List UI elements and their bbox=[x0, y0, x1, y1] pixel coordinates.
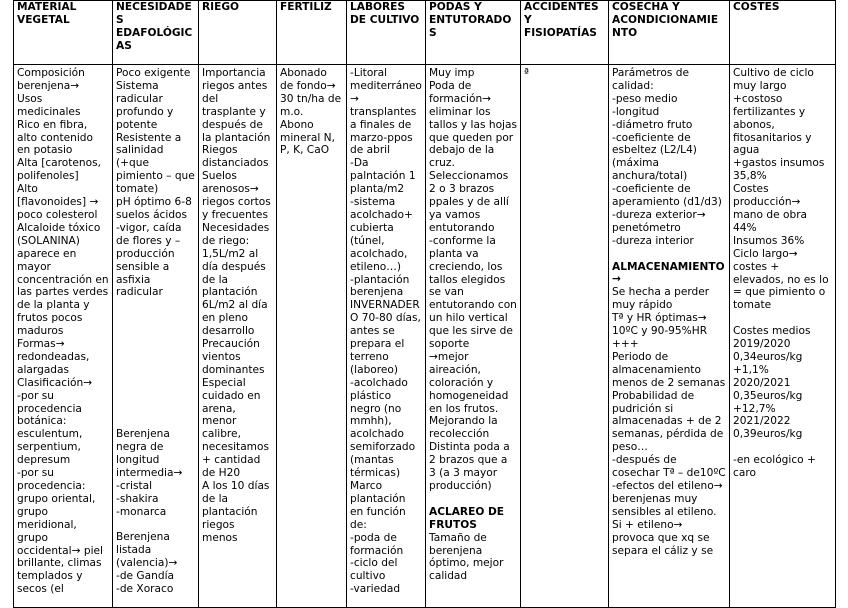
cell-line: -por su procedencia: grupo oriental, grupo meridional, grupo occidental→ piel brillante, climas templados y secos (el bbox=[17, 467, 103, 596]
cell-line: -de Gandía bbox=[116, 570, 175, 583]
column-cell bbox=[347, 65, 426, 608]
cell-line: -coeficiente de aperamiento (d1/d3) bbox=[612, 183, 722, 209]
cell-line: Tª y HR óptimas→ 10ºC y 90-95%HR +++ bbox=[612, 312, 708, 351]
cell-line: -acolchado plástico negro (no mmhh), acolchado semiforzado (mantas térmicas) bbox=[350, 376, 416, 480]
cell-line: -Da palntación 1 planta/m2 bbox=[350, 157, 416, 196]
cell-line: Alta [carotenos, polifenoles] bbox=[17, 157, 102, 183]
cell-line: -dureza interior bbox=[612, 234, 694, 247]
cell-line: -peso medio bbox=[612, 92, 678, 105]
cell-line: Rico en fibra, alto contenido en potasio bbox=[17, 118, 93, 157]
column-header: PODAS Y ENTUTORADOS bbox=[426, 1, 521, 65]
cell-line: Periodo de almacenamiento menos de 2 semanas bbox=[612, 350, 726, 389]
cell-line: -Litoral mediterráneo→ transplantes a finales de marzo-ppos de abril bbox=[350, 67, 422, 157]
column-cell bbox=[426, 65, 521, 608]
cell-line: -cristal bbox=[116, 479, 153, 492]
cell-line: Marco plantación en función de: bbox=[350, 480, 406, 531]
cell-line: Ciclo largo→ costes + elevados, no es lo = que pimiento o tomate bbox=[733, 247, 829, 312]
cell-line: -variedad bbox=[350, 583, 401, 596]
cell-line: Probabilidad de pudrición si almacenadas + de 2 semanas, pérdida de peso… bbox=[612, 389, 724, 454]
cell-line: -vigor, caída de flores y – producción sensible a asfixia radicular bbox=[116, 221, 182, 299]
cell-line: Berenjena negra de longitud intermedia→ bbox=[116, 428, 183, 479]
cell-line bbox=[116, 351, 195, 364]
cell-line bbox=[116, 338, 195, 351]
cell-line: 2020/2021 bbox=[733, 376, 791, 389]
cell-line: ACLAREO DE FRUTOS bbox=[429, 505, 505, 531]
cell-line: Riegos distanciados bbox=[202, 144, 269, 170]
cell-line: -por su procedencia botánica: esculentum, serpentium, depresum bbox=[17, 389, 83, 467]
cell-line: 2019/2020 bbox=[733, 338, 791, 351]
cell-line: Se hecha a perder muy rápido bbox=[612, 286, 710, 312]
column-cell bbox=[199, 65, 277, 608]
cell-line bbox=[116, 390, 195, 403]
cell-line: 0,35euros/kg bbox=[733, 389, 803, 402]
cell-line: Cultivo de ciclo muy largo +costoso fertilizantes y abonos, fitosanitarios y agua bbox=[733, 67, 814, 157]
column-cell bbox=[113, 65, 199, 608]
header-row bbox=[14, 1, 836, 65]
cell-line: -en ecológico + caro bbox=[733, 454, 816, 480]
cell-line: -ciclo del cultivo bbox=[350, 557, 398, 583]
crop-table bbox=[13, 0, 836, 608]
cell-line: Tamaño de berenjena óptimo, mejor calidad bbox=[429, 531, 504, 583]
cell-line bbox=[116, 415, 195, 428]
cell-line: -conforme la planta va creciendo, los tallos elegidos se van entutorando con un hilo vertical que les sirve de soporte bbox=[429, 234, 517, 351]
column-header: COSECHA Y ACONDICIONAMIENTO bbox=[609, 1, 730, 65]
cell-line: Abonado de fondo→ 30 tn/ha de m.o. bbox=[280, 67, 342, 118]
cell-line: Poco exigente bbox=[116, 67, 191, 79]
content-row bbox=[14, 65, 836, 608]
cell-line: Distinta poda a 2 brazos que a 3 (a 3 mayor producción) bbox=[429, 441, 510, 492]
cell-line: Costes medios bbox=[733, 325, 811, 338]
cell-line: Clasificación→ bbox=[17, 376, 93, 389]
cell-line bbox=[429, 493, 517, 506]
cell-line bbox=[116, 402, 195, 415]
cell-line: Especial cuidado en arena, menor calibre, necesitamos + cantidad de H20 bbox=[202, 376, 270, 480]
column-cell bbox=[521, 65, 609, 608]
cell-line: Abono mineral N, P, K, CaO bbox=[280, 118, 335, 157]
cell-line: 0,34euros/kg bbox=[733, 350, 803, 363]
cell-line: 6L/m2 al día en pleno desarrollo bbox=[202, 299, 268, 338]
column-header: MATERIAL VEGETAL bbox=[14, 1, 113, 65]
cell-line: -coeficiente de esbeltez (L2/L4) (máxima anchura/total) bbox=[612, 131, 697, 183]
cell-line: -poda de formación bbox=[350, 531, 404, 557]
cell-line bbox=[116, 519, 195, 532]
cell-line: Formas→ redondeadas, alargadas bbox=[17, 338, 90, 376]
cell-line: →mejor aireación, coloración y homogeneidad en los frutos. bbox=[429, 350, 509, 415]
column-cell bbox=[609, 65, 730, 608]
cell-line bbox=[116, 377, 195, 390]
cell-line: ALMACENAMIENTO→ bbox=[612, 260, 725, 286]
cell-line bbox=[116, 364, 195, 377]
cell-line: suelos ácidos bbox=[116, 208, 188, 221]
cell-line: A los 10 días de la plantación riegos menos bbox=[202, 480, 270, 544]
cell-line: Berenjena listada (valencia)→ bbox=[116, 531, 178, 570]
cell-line: Usos medicinales bbox=[17, 92, 81, 118]
cell-line: -shakira bbox=[116, 492, 159, 505]
cell-line: Parámetros de calidad: bbox=[612, 67, 689, 92]
cell-line: -dureza exterior→ penetómetro bbox=[612, 208, 706, 234]
cell-line: Composición berenjena→ bbox=[17, 67, 85, 92]
cell-line: Suelos arenosos→ riegos cortos y frecuentes bbox=[202, 170, 271, 221]
column-header: RIEGO bbox=[199, 1, 277, 65]
cell-line: -longitud bbox=[612, 105, 660, 118]
cell-line: Insumos 36% bbox=[733, 234, 805, 247]
cell-line: Alcaloide tóxico (SOLANINA) aparece en mayor concentración en las partes verdes de la planta y frutos pocos maduros bbox=[17, 221, 109, 338]
cell-line bbox=[733, 441, 832, 454]
cell-line bbox=[116, 325, 195, 338]
column-header: COSTES bbox=[730, 1, 836, 65]
cell-line: Importancia riegos antes del trasplante y después de la plantación bbox=[202, 67, 271, 144]
column-header: NECESIDADES EDAFOLÓGICAS bbox=[113, 1, 199, 65]
column-cell bbox=[277, 65, 347, 608]
cell-line: -plantación berenjena INVERNADERO 70-80 días, antes se prepara el terreno (laboreo) bbox=[350, 273, 421, 376]
column-header: FERTILIZ bbox=[277, 1, 347, 65]
cell-line: Poda de formación→ eliminar los tallos y las hojas que queden por debajo de la cruz. bbox=[429, 79, 518, 170]
column-header: ACCIDENTES Y FISIOPATÍAS bbox=[521, 1, 609, 65]
cell-line: pH óptimo 6-8 bbox=[116, 196, 192, 209]
column-cell bbox=[14, 65, 113, 608]
cell-line: Alto [flavonoides] → poco colesterol bbox=[17, 183, 99, 221]
cell-line bbox=[612, 248, 726, 261]
cell-line: Necesidades de riego: 1,5L/m2 al día después de la plantación bbox=[202, 221, 270, 299]
cell-line: +gastos insumos 35,8% bbox=[733, 157, 825, 183]
column-header: LABORES DE CULTIVO bbox=[347, 1, 426, 65]
cell-line: 0,39euros/kg bbox=[733, 428, 803, 441]
cell-line: Precaución vientos dominantes bbox=[202, 338, 265, 376]
cell-line: Muy imp bbox=[429, 67, 475, 79]
cell-line: -sistema acolchado+ cubierta (túnel, acolchado, etileno…) bbox=[350, 196, 413, 273]
cell-line: ª bbox=[524, 67, 529, 79]
cell-line: Costes producción→ mano de obra 44% bbox=[733, 183, 808, 234]
cell-line: 2021/2022 bbox=[733, 415, 791, 428]
column-cell bbox=[730, 65, 836, 608]
cell-line: Seleccionamos 2 o 3 brazos ppales y de allí ya vamos entutorando bbox=[429, 170, 509, 234]
cell-line: -después de cosechar Tª – de10ºC bbox=[612, 454, 726, 480]
cell-line: -de Xoraco bbox=[116, 583, 174, 596]
cell-line bbox=[116, 299, 195, 312]
cell-line: Resistente a salinidad (+que pimiento – que tomate) bbox=[116, 131, 195, 196]
cell-line bbox=[733, 312, 832, 325]
cell-line: -diámetro fruto bbox=[612, 118, 693, 131]
cell-line: -efectos del etileno→ berenjenas muy sensibles al etileno. Si + etileno→ provoca que xq se separa el cáliz y se bbox=[612, 479, 723, 557]
cell-line: Mejorando la recolección bbox=[429, 415, 498, 441]
cell-line: -monarca bbox=[116, 505, 167, 518]
cell-line bbox=[116, 312, 195, 325]
cell-line: +12,7% bbox=[733, 402, 776, 415]
cell-line: Sistema radicular profundo y potente bbox=[116, 79, 174, 131]
cell-line: +1,1% bbox=[733, 363, 769, 376]
